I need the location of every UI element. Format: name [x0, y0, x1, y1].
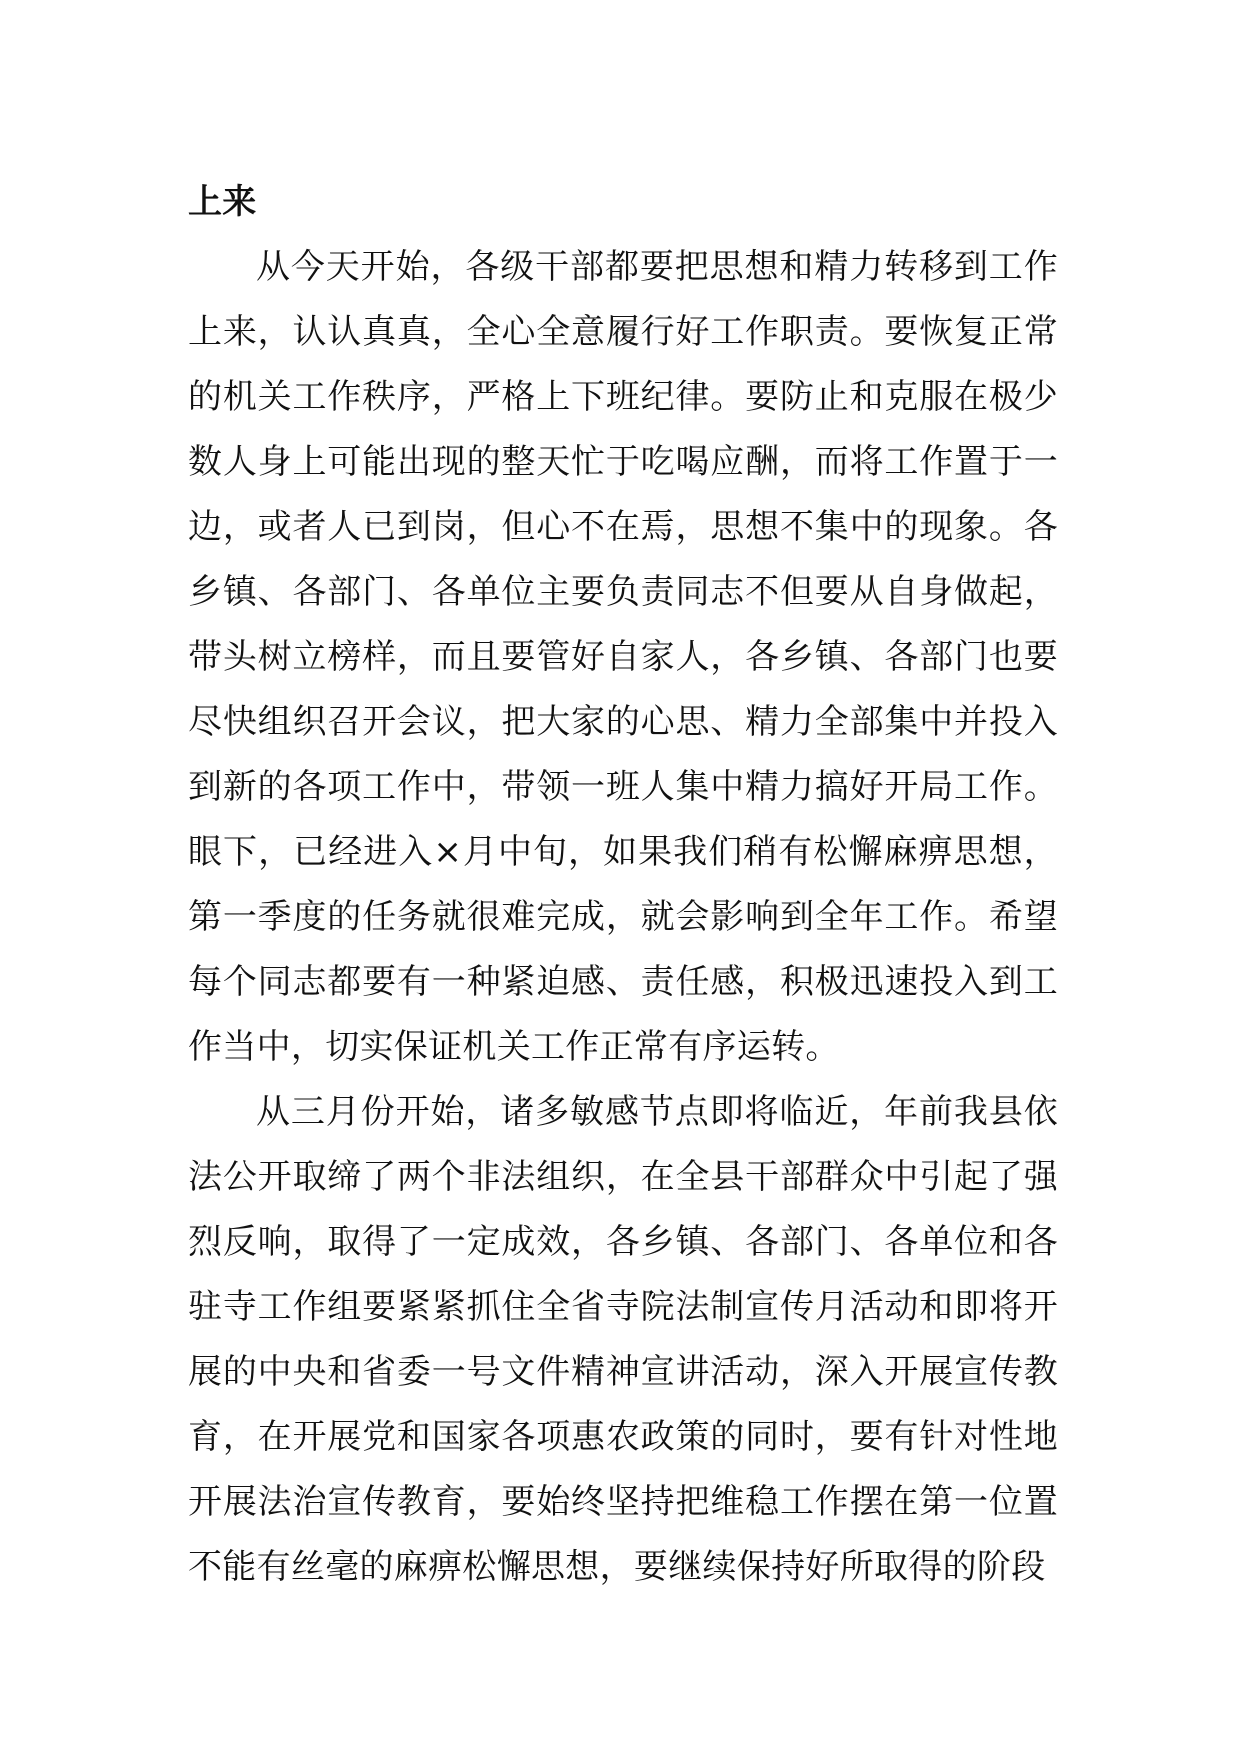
paragraph-stability-work: 从三月份开始，诸多敏感节点即将临近，年前我县依法公开取缔了两个非法组织，在全县干部群众中引起了强烈反响，取得了一定成效，各乡镇、各部门、各单位和各驻寺工作组要紧紧抓住全省寺院法制宣传月活动和即将开展的中央和省委一号文件精神宣讲活动，深入开展宣传教育，在开展党和国家各项惠农政策的同时，要有针对性地开展法治宣传教育，要始终坚持把维稳工作摆在第一位置不能有丝毫的麻痹松懈思想，要继续保持好所取得的阶段	[188, 1092, 1058, 1587]
paragraph-work-focus: 从今天开始，各级干部都要把思想和精力转移到工作上来，认认真真，全心全意履行好工作职责。要恢复正常的机关工作秩序，严格上下班纪律。要防止和克服在极少数人身上可能出现的整天忙于吃喝应酬，而将工作置于一边，或者人已到岗，但心不在焉，思想不集中的现象。各乡镇、各部门、各单位主要负责同志不但要从自身做起，带头树立榜样，而且要管好自家人，各乡镇、各部门也要尽快组织召开会议，把大家的心思、精力全部集中并投入到新的各项工作中，带领一班人集中精力搞好开局工作。眼下，已经进入×月中旬，如果我们稍有松懈麻痹思想，第一季度的任务就很难完成，就会影响到全年工作。希望每个同志都要有一种紧迫感、责任感，积极迅速投入到工作当中，切实保证机关工作正常有序运转。	[188, 247, 1058, 1067]
document-body	[188, 170, 1058, 1600]
section-heading: 上来	[188, 182, 257, 222]
